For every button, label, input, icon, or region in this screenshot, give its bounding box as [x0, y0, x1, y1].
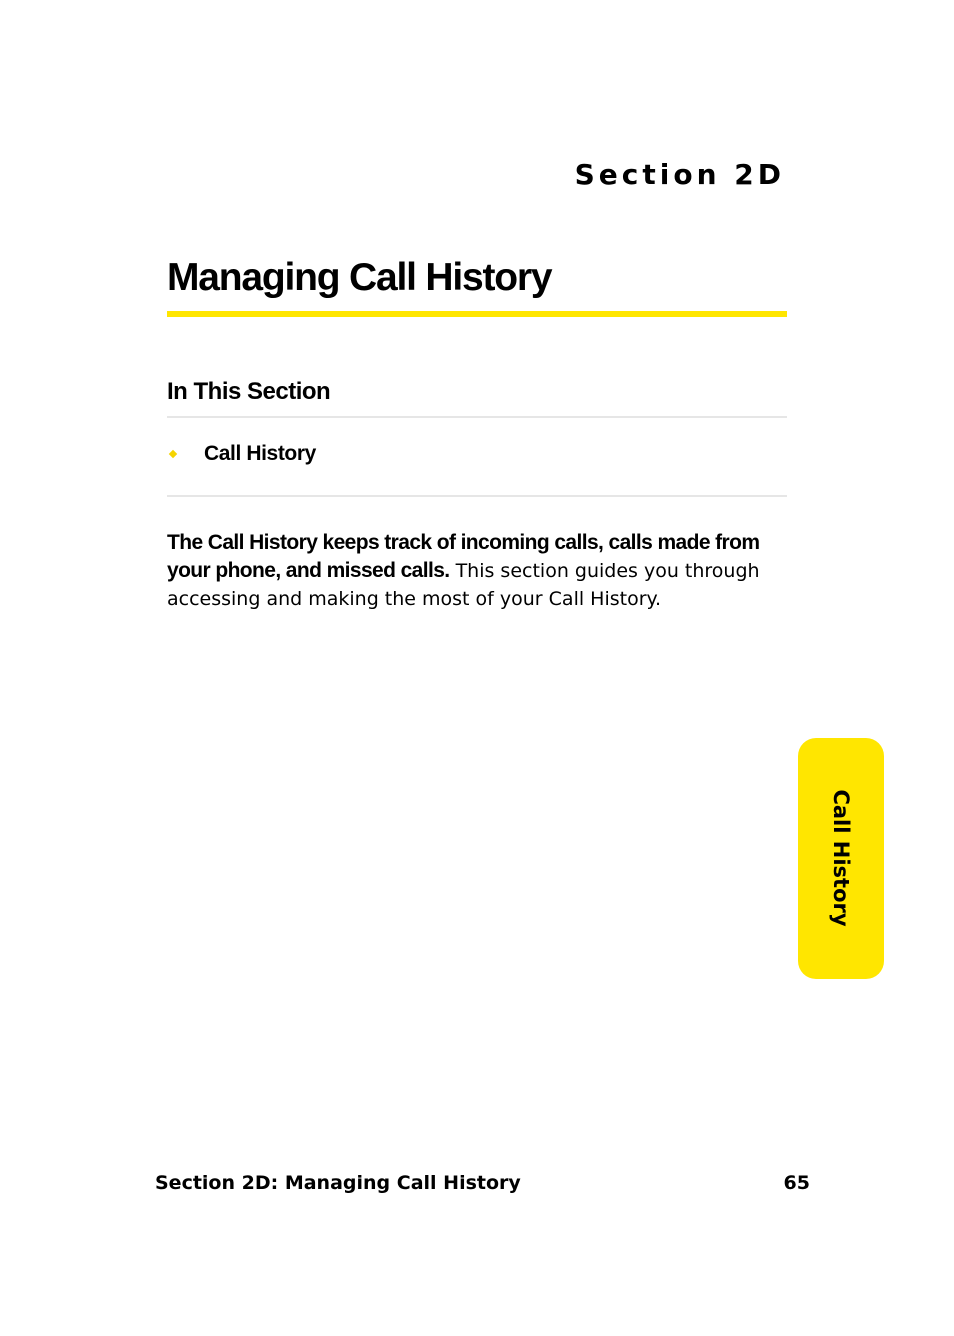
page-number: 65 [783, 1172, 810, 1194]
title-underline [167, 311, 787, 317]
intro-normal-text: This section guides you through accessing and making the most of your Call History. [167, 560, 760, 610]
diamond-bullet-icon [169, 450, 177, 458]
side-tab [798, 738, 884, 979]
section-list-top-divider [167, 416, 787, 418]
page-title: Managing Call History [167, 256, 552, 299]
section-list-bottom-divider [167, 495, 787, 497]
footer-section-title: Section 2D: Managing Call History [155, 1172, 521, 1194]
section-label: Section 2D [574, 158, 785, 191]
section-list-item-label: Call History [204, 442, 316, 465]
side-tab-label: Call History [829, 789, 853, 927]
intro-bold-text: The Call History keeps track of incoming calls, calls made from your phone, and missed calls. [167, 531, 760, 582]
intro-paragraph [167, 529, 767, 613]
in-this-section-heading: In This Section [167, 378, 331, 405]
section-list-item [167, 438, 316, 470]
